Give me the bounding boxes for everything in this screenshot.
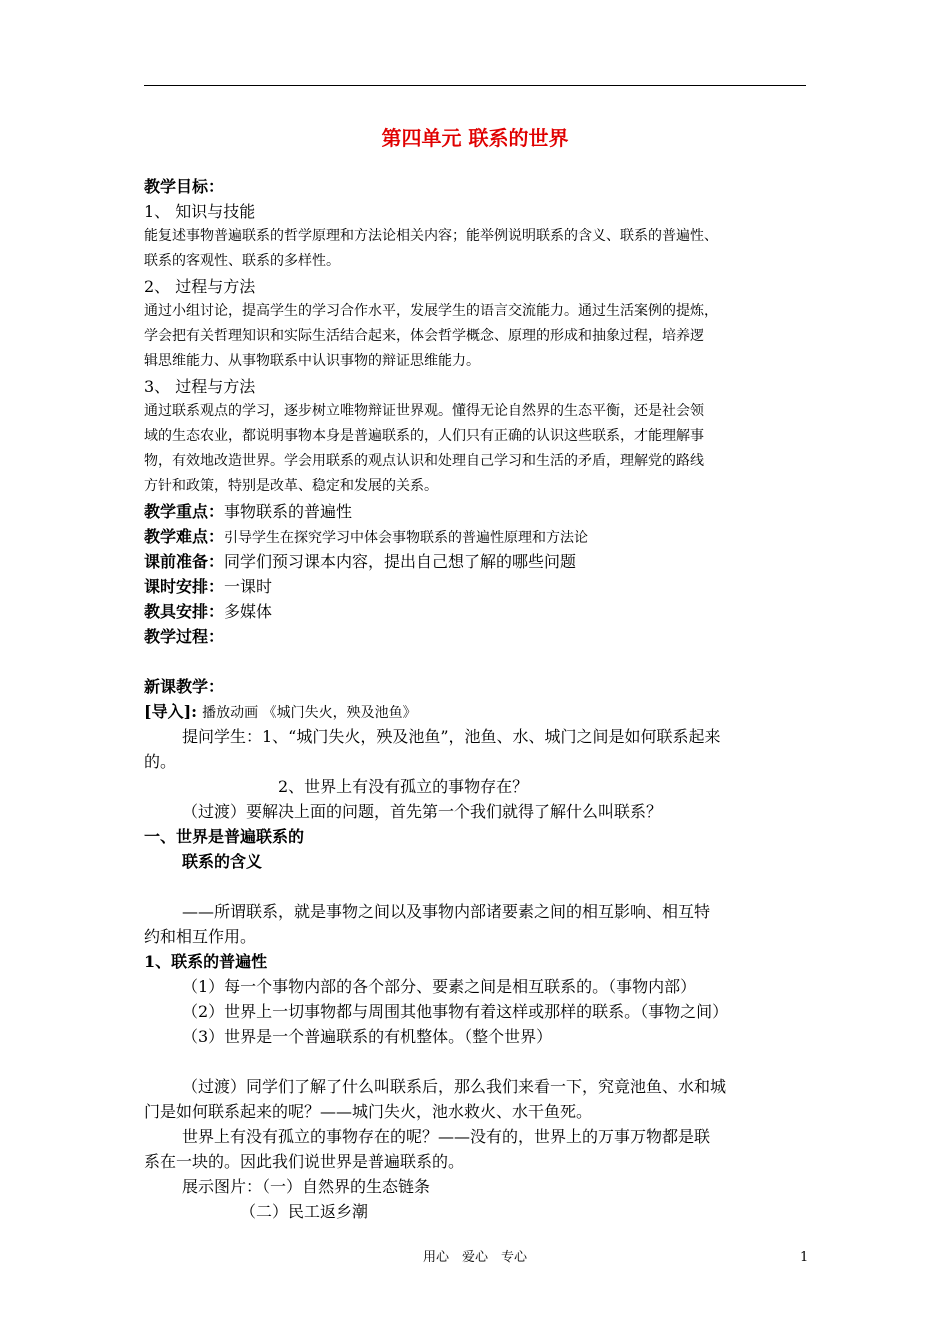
show-images-2: （二）民工返乡潮 — [240, 1202, 369, 1221]
intro-row — [144, 699, 809, 724]
transition-3-line: 系在一块的。因此我们说世界是普遍联系的。 — [144, 1152, 465, 1171]
tools-row — [144, 599, 809, 624]
footer-text: 用心 爱心 专心 — [422, 1250, 527, 1265]
spacer — [144, 1049, 809, 1074]
goal-3-line: 域的生态农业，都说明事物本身是普遍联系的，人们只有正确的认识这些联系，才能理解事 — [144, 428, 704, 444]
transition-3-line: 世界上有没有孤立的事物存在的呢？——没有的，世界上的万事万物都是联 — [182, 1127, 711, 1146]
tools-label: 教具安排： — [144, 602, 225, 621]
difficulty-label: 教学难点： — [144, 527, 225, 546]
focus-row — [144, 499, 809, 524]
difficulty-value: 引导学生在探究学习中体会事物联系的普遍性原理和方法论 — [224, 530, 589, 546]
question-1-line: 的。 — [144, 752, 177, 771]
goal-1-line: 联系的客观性、联系的多样性。 — [144, 253, 340, 269]
transition-1: （过渡）要解决上面的问题，首先第一个我们就得了解什么叫联系？ — [182, 802, 663, 821]
transition-2-line: （过渡）同学们了解了什么叫联系后，那么我们来看一下，究竟池鱼、水和城 — [182, 1077, 727, 1096]
goal-2-line: 通过小组讨论，提高学生的学习合作水平，发展学生的语言交流能力。通过生活案例的提炼， — [144, 303, 718, 319]
intro-label: [导入]: — [144, 702, 198, 721]
point-3: （3）世界是一个普遍联系的有机整体。（整个世界） — [182, 1027, 553, 1046]
goal-3-line: 物，有效地改造世界。学会用联系的观点认识和处理自己学习和生活的矛盾，理解党的路线 — [144, 453, 704, 469]
spacer — [144, 874, 809, 899]
goal-1-line: 能复述事物普遍联系的哲学原理和方法论相关内容；能举例说明联系的含义、联系的普遍性、 — [144, 228, 718, 244]
lesson-heading: 新课教学： — [144, 677, 225, 696]
definition-line: 约和相互作用。 — [144, 927, 257, 946]
goal-3-line: 通过联系观点的学习，逐步树立唯物辩证世界观。懂得无论自然界的生态平衡，还是社会领 — [144, 403, 704, 419]
time-value: 一课时 — [224, 577, 273, 596]
goal-3-heading: 3、 过程与方法 — [144, 377, 256, 396]
page-title: 第四单元 联系的世界 — [381, 126, 569, 150]
document-body — [144, 174, 809, 1224]
time-label: 课时安排： — [144, 577, 225, 596]
point-1: （1）每一个事物内部的各个部分、要素之间是相互联系的。（事物内部） — [182, 977, 697, 996]
prep-value: 同学们预习课本内容，提出自己想了解的哪些问题 — [224, 552, 577, 571]
goal-2-line: 学会把有关哲理知识和实际生活结合起来，体会哲学概念、原理的形成和抽象过程，培养逻 — [144, 328, 704, 344]
goal-2-heading: 2、 过程与方法 — [144, 277, 256, 296]
spacer — [144, 649, 809, 674]
point-2: （2）世界上一切事物都与周围其他事物有着这样或那样的联系。（事物之间） — [182, 1002, 729, 1021]
prep-row — [144, 549, 809, 574]
tools-value: 多媒体 — [224, 602, 273, 621]
goal-3-line: 方针和政策，特别是改革、稳定和发展的关系。 — [144, 478, 438, 494]
universality-heading: 1、联系的普遍性 — [144, 952, 268, 971]
goal-2-line: 辑思维能力、从事物联系中认识事物的辩证思维能力。 — [144, 353, 480, 369]
goals-heading: 教学目标： — [144, 177, 225, 196]
definition-line: ——所谓联系，就是事物之间以及事物内部诸要素之间的相互影响、相互特 — [182, 902, 711, 921]
section-1-heading: 一、世界是普遍联系的 — [144, 827, 305, 846]
intro-value: 播放动画 《城门失火，殃及池鱼》 — [202, 705, 417, 721]
prep-label: 课前准备： — [144, 552, 225, 571]
show-images-1: 展示图片：（一）自然界的生态链条 — [182, 1177, 431, 1196]
question-2: 2、世界上有没有孤立的事物存在？ — [278, 777, 529, 796]
time-row — [144, 574, 809, 599]
section-1-subheading: 联系的含义 — [182, 852, 263, 871]
focus-value: 事物联系的普遍性 — [224, 502, 353, 521]
process-label: 教学过程： — [144, 627, 225, 646]
difficulty-row — [144, 524, 809, 549]
header-rule — [144, 85, 806, 86]
goal-1-heading: 1、 知识与技能 — [144, 202, 256, 221]
page-number: 1 — [800, 1250, 809, 1265]
focus-label: 教学重点： — [144, 502, 225, 521]
transition-2-line: 门是如何联系起来的呢？——城门失火，池水救火、水干鱼死。 — [144, 1102, 593, 1121]
question-1-line: 提问学生：1、“城门失火，殃及池鱼”，池鱼、水、城门之间是如何联系起来 — [182, 727, 721, 746]
